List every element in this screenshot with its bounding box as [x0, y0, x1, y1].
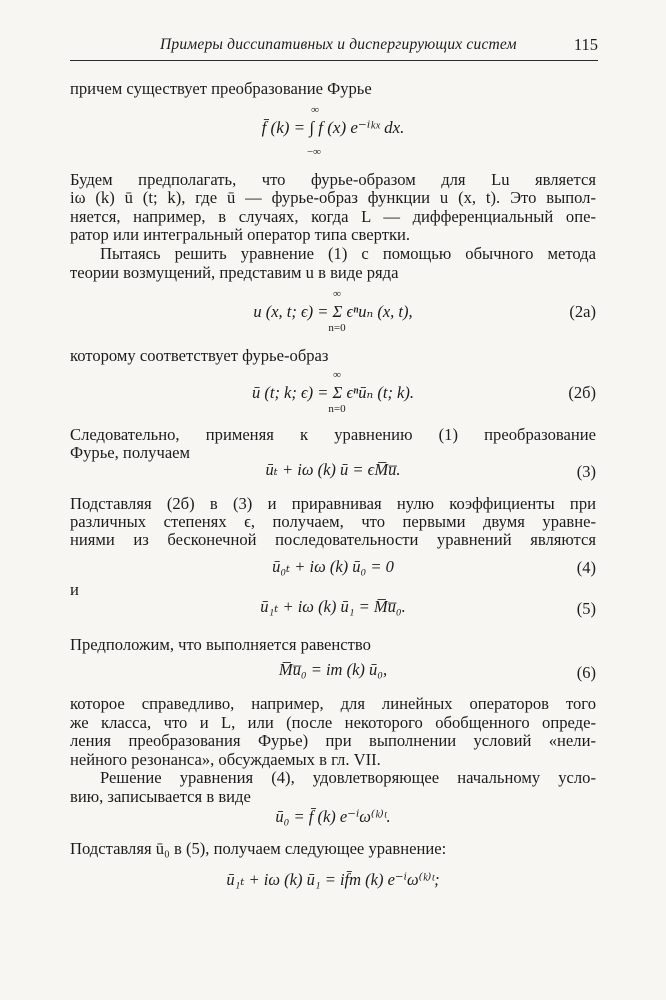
- equation-u1: ū₁ₜ + iω (k) ū₁ = if̄m (k) e⁻ⁱω⁽ᵏ⁾ᵗ;: [226, 870, 440, 889]
- paragraph-line: Следовательно, применяя к уравнению (1) преобразование: [70, 425, 596, 444]
- equation-4: ū₀ₜ + iω (k) ū₀ = 0: [272, 557, 394, 576]
- paragraph-line: ления преобразования Фурье) при выполнении условий «нели-: [70, 731, 596, 750]
- paragraph-line: няется, например, в случаях, когда L — дифференциальный опе-: [70, 207, 596, 226]
- equation-6: M̅u̅₀ = im (k) ū₀,: [278, 660, 388, 679]
- equation-number: (4): [576, 558, 596, 577]
- page-number: 115: [573, 35, 598, 54]
- paragraph-line: Решение уравнения (4), удовлетворяющее начальному усло-: [100, 768, 596, 787]
- paragraph-line: iω (k) ū (t; k), где ū — фурье-образ функции u (x, t). Это выпол-: [70, 188, 596, 207]
- paragraph-line: различных степенях ϵ, получаем, что первыми двумя уравне-: [70, 512, 596, 531]
- paragraph-line: нейного резонанса», обсуждаемых в гл. VII.: [70, 750, 381, 769]
- equation-5: ū₁ₜ + iω (k) ū₁ = M̅u̅₀.: [260, 597, 406, 616]
- paragraph-line: Предположим, что выполняется равенство: [70, 635, 371, 654]
- integral-lower-limit: −∞: [306, 146, 322, 158]
- paragraph-line: теории возмущений, представим u в виде ряда: [70, 263, 399, 282]
- paragraph-line: которое справедливо, например, для линейных операторов того: [70, 694, 596, 713]
- conjunction: и: [70, 580, 79, 599]
- equation-number: (5): [576, 599, 596, 618]
- paragraph-line: вию, записывается в виде: [70, 787, 251, 806]
- equation-number: (2б): [568, 383, 596, 402]
- equation-2a: u (x, t; ϵ) = Σ ϵⁿuₙ (x, t),: [253, 302, 413, 321]
- running-title: Примеры диссипативных и диспергирующих систем: [160, 36, 517, 53]
- page-header: [70, 34, 598, 61]
- paragraph-line: ратор или интегральный оператор типа свертки.: [70, 225, 411, 244]
- paragraph-line: Будем предполагать, что фурье-образом для Lu является: [70, 170, 596, 189]
- equation-number: (2a): [569, 302, 596, 321]
- sum-lower-limit: n=0: [328, 403, 346, 415]
- paragraph-line: которому соответствует фурье-образ: [70, 346, 329, 365]
- equation-number: (6): [576, 663, 596, 682]
- paragraph-line: ниями из бесконечной последовательности уравнений являются: [70, 530, 596, 549]
- sum-upper-limit: ∞: [333, 288, 341, 300]
- paragraph-line: причем существует преобразование Фурье: [70, 79, 372, 98]
- equation-number: (3): [576, 462, 596, 481]
- sum-upper-limit: ∞: [333, 369, 341, 381]
- equation-3: ūₜ + iω (k) ū = ϵM̅u̅.: [265, 460, 401, 479]
- sum-lower-limit: n=0: [328, 322, 346, 334]
- equation-2b: ū (t; k; ϵ) = Σ ϵⁿūₙ (t; k).: [251, 383, 415, 402]
- integral-upper-limit: ∞: [311, 104, 319, 116]
- paragraph-line: Пытаясь решить уравнение (1) с помощью обычного метода: [100, 244, 596, 263]
- paragraph-line: Фурье, получаем: [70, 443, 191, 462]
- equation-u0: ū₀ = f̄ (k) e⁻ⁱω⁽ᵏ⁾ᵗ.: [275, 807, 391, 826]
- paragraph-line: Подставляя (2б) в (3) и приравнивая нулю коэффициенты при: [70, 494, 596, 513]
- paragraph-line: Подставляя ū₀ в (5), получаем следующее уравнение:: [70, 839, 447, 858]
- paragraph-line: же класса, что и L, или (после некоторого обобщенного опреде-: [70, 713, 596, 732]
- equation-fourier: f̄ (k) = ∫ f (x) e⁻ⁱᵏˣ dx.: [261, 118, 405, 137]
